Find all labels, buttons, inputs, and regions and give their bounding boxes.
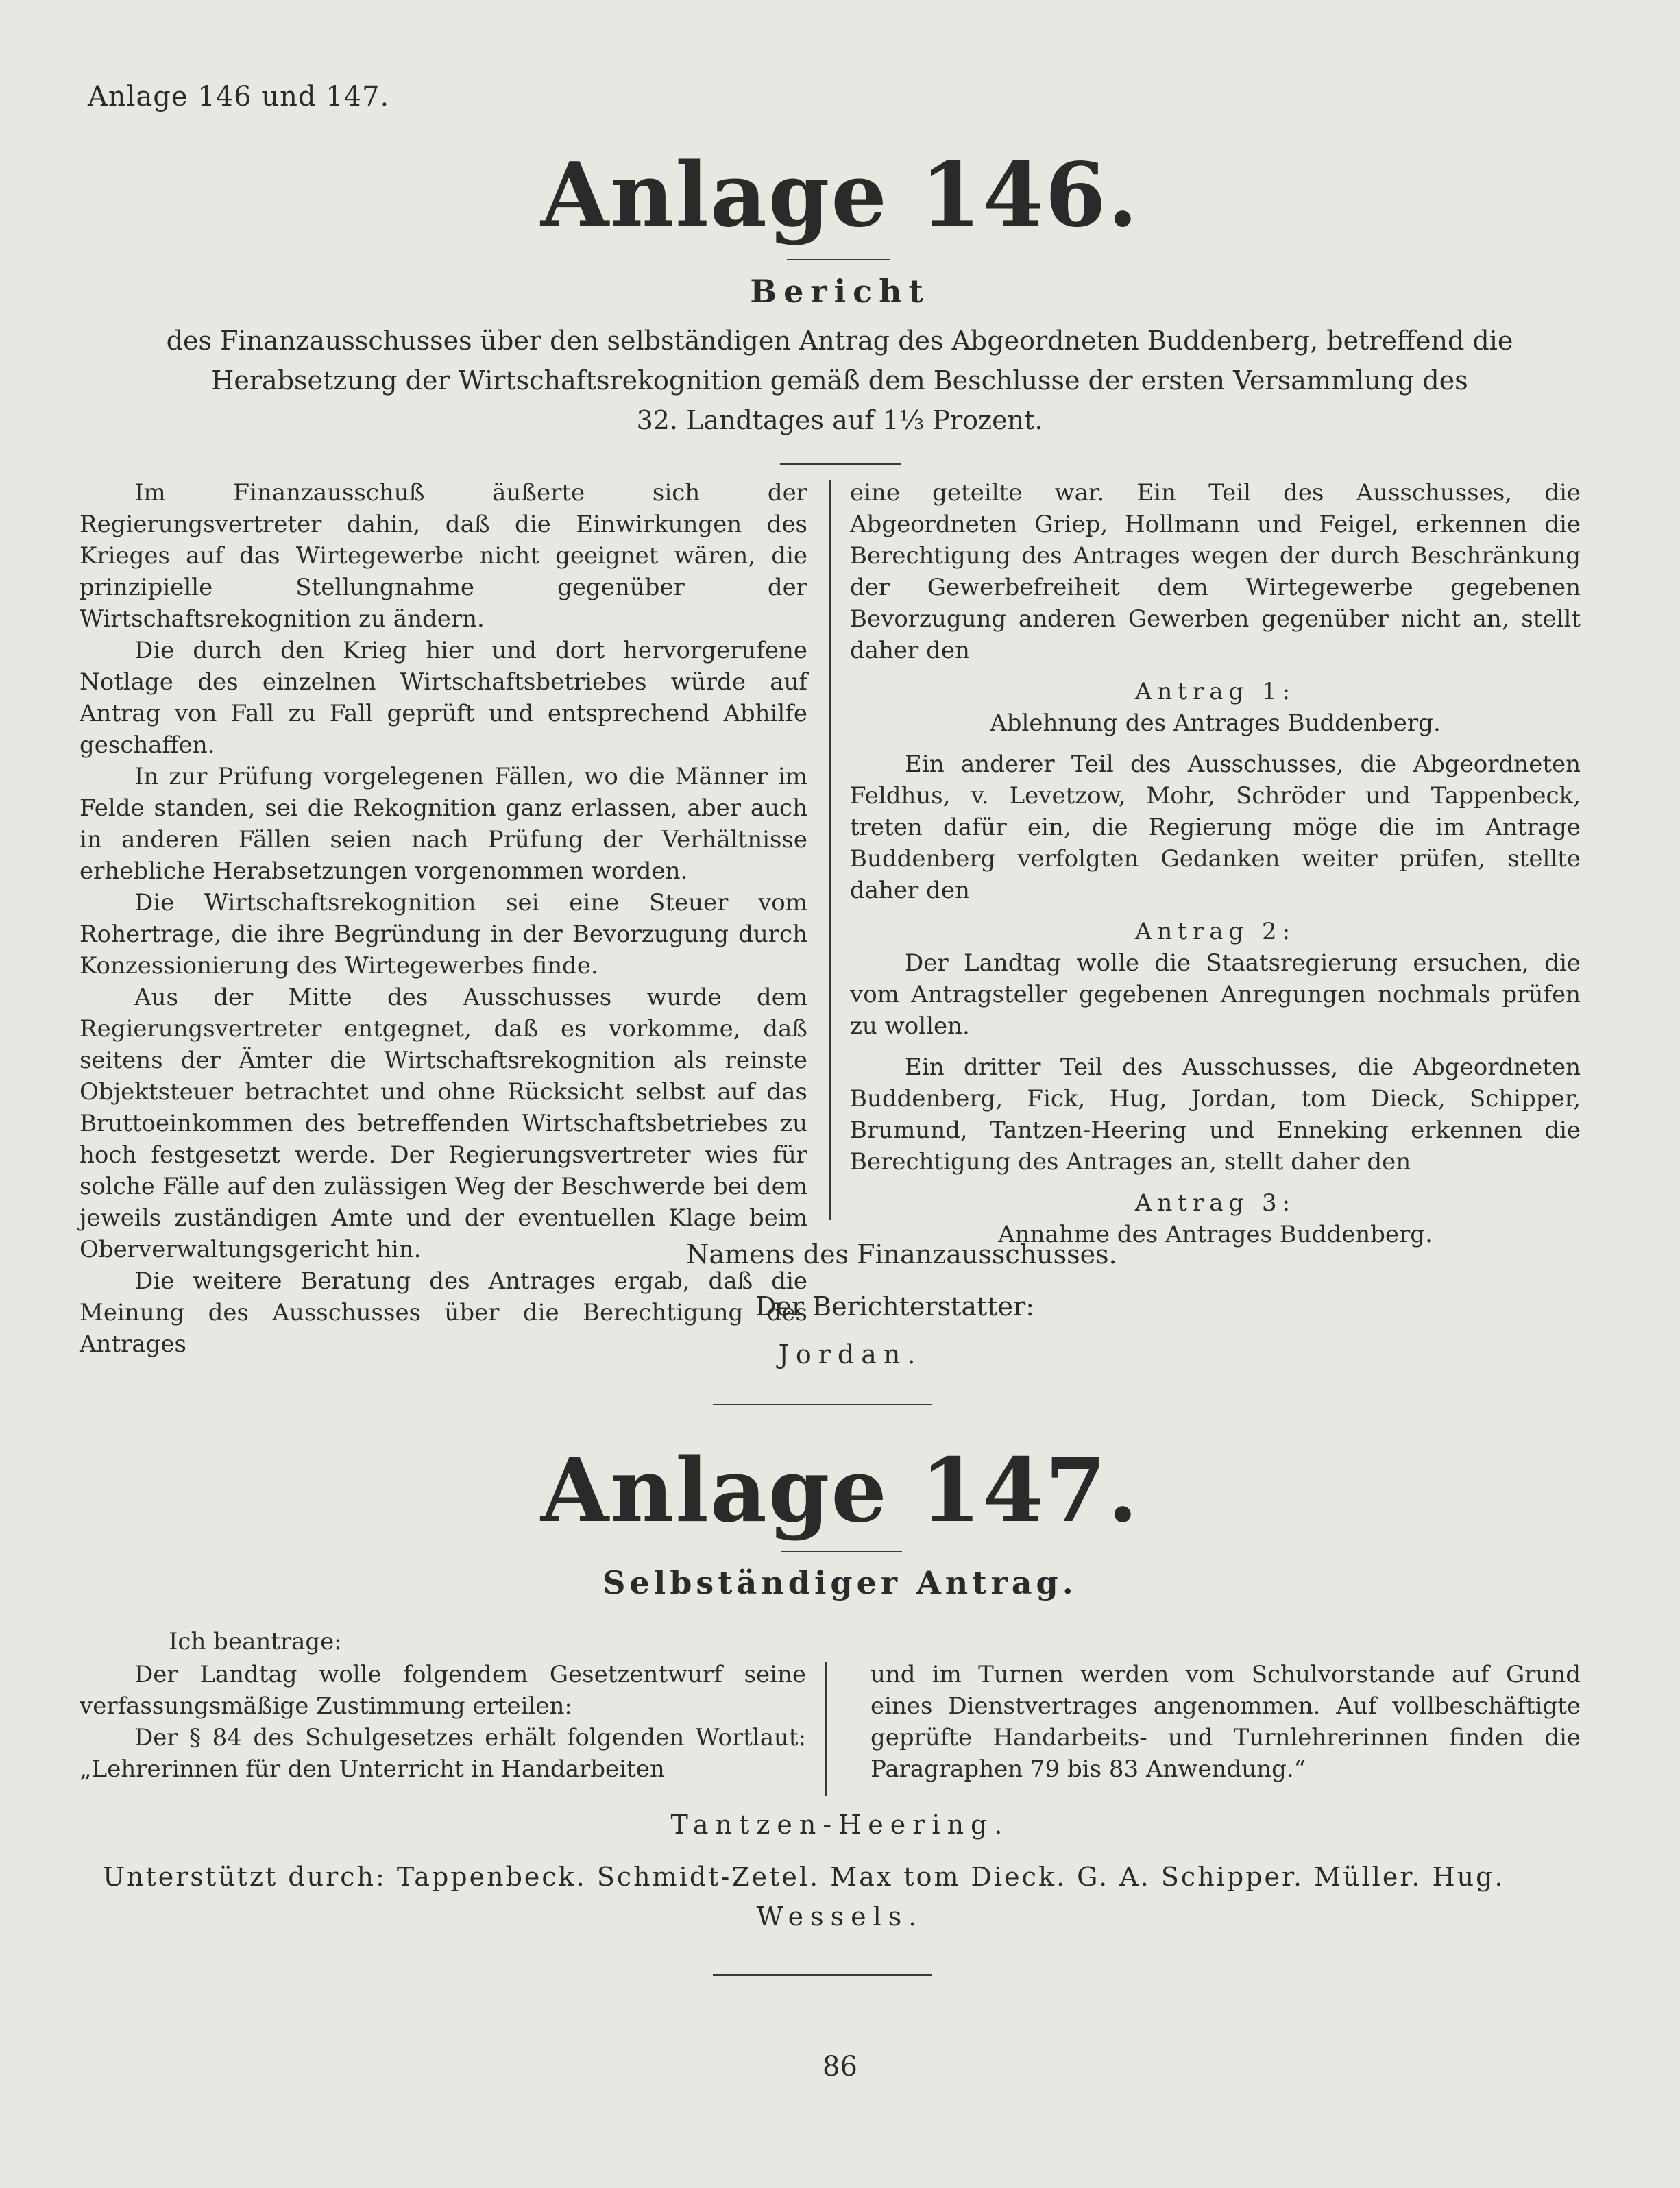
- antrag-1-text: Ablehnung des Antrages Buddenberg.: [990, 709, 1441, 737]
- paragraph: Ein anderer Teil des Ausschusses, die Abgeordneten Feldhus, v. Levetzow, Mohr, Schröder und Tappenbeck, treten dafür ein, die Regierung möge die im Antrage Buddenberg verfolgten Gedanken weiter prüfen, stellte daher den: [850, 751, 1581, 904]
- supporters-line-2: Wessels.: [756, 1901, 924, 1932]
- paragraph: und im Turnen werden vom Schulvorstande auf Grund eines Dienstvertrages angenommen. Auf vollbeschäftigte geprüfte Handarbeits- und Turnlehrerinnen finden die Paragraphen 79 bis 83 Anwendung.“: [871, 1661, 1581, 1783]
- antrag-3-heading: Antrag 3:: [1134, 1189, 1296, 1217]
- signature-name: Jordan.: [778, 1339, 923, 1370]
- antrag-3-text: Annahme des Antrages Buddenberg.: [998, 1221, 1433, 1248]
- paragraph: Die Wirtschaftsrekognition sei eine Steuer vom Rohertrage, die ihre Begründung in der Bevorzugung durch Konzessionierung des Wirtegewerbes finde.: [80, 889, 807, 980]
- heading-line: Herabsetzung der Wirtschaftsrekognition gemäß dem Beschlusse der ersten Versammlung des: [211, 365, 1468, 396]
- motion-left-column: [80, 1659, 806, 1785]
- paragraph: In zur Prüfung vorgelegenen Fällen, wo die Männer im Felde standen, sei die Rekognition ganz erlassen, aber auch in anderen Fällen seien nach Prüfung der Verhältnisse erhebliche Herabsetzungen vorgenommen worden.: [80, 763, 807, 885]
- paragraph: Die durch den Krieg hier und dort hervorgerufene Notlage des einzelnen Wirtschaftsbetriebes würde auf Antrag von Fall zu Fall geprüft und entsprechend Abhilfe geschaffen.: [80, 637, 807, 759]
- running-head: Anlage 146 und 147.: [88, 81, 390, 112]
- anlage-147-title: Anlage 147.: [540, 1439, 1140, 1542]
- paragraph: Ein dritter Teil des Ausschusses, die Abgeordneten Buddenberg, Fick, Hug, Jordan, tom Dieck, Schipper, Brumund, Tantzen-Heering und Enneking erkennen die Berechtigung des Antrages an, stellt daher den: [850, 1054, 1581, 1176]
- paragraph: Die weitere Beratung des Antrages ergab, daß die Meinung des Ausschusses über die Berechtigung des Antrages: [80, 1267, 807, 1358]
- motion-kind: Selbständiger Antrag.: [602, 1564, 1078, 1601]
- divider: [780, 463, 901, 465]
- report-heading: [123, 321, 1556, 440]
- supporters-line: Unterstützt durch: Tappenbeck. Schmidt-Zetel. Max tom Dieck. G. A. Schipper. Müller. Hug.: [103, 1862, 1505, 1892]
- antrag-2-heading: Antrag 2:: [1134, 918, 1296, 945]
- signature-committee: Namens des Finanzausschusses.: [686, 1239, 1117, 1269]
- motion-intro: Ich beantrage:: [169, 1628, 342, 1655]
- report-right-column: [850, 477, 1581, 1260]
- divider: [713, 1404, 932, 1405]
- heading-line: 32. Landtages auf 1⅓ Prozent.: [636, 405, 1043, 435]
- divider: [781, 1551, 902, 1552]
- page-number: 86: [823, 2051, 857, 2082]
- anlage-146-title: Anlage 146.: [540, 144, 1140, 247]
- paragraph: Der § 84 des Schulgesetzes erhält folgenden Wortlaut: „Lehrerinnen für den Unterricht in Handarbeiten: [80, 1724, 806, 1783]
- heading-line: des Finanzausschusses über den selbständigen Antrag des Abgeordneten Buddenberg, betreffend die: [166, 326, 1513, 356]
- signature-role: Der Berichterstatter:: [755, 1291, 1035, 1322]
- motion-signer: Tantzen-Heering.: [670, 1810, 1010, 1840]
- paragraph: Im Finanzausschuß äußerte sich der Regierungsvertreter dahin, daß die Einwirkungen des Krieges auf das Wirtegewerbe nicht geeignet wären, die prinzipielle Stellungnahme gegenüber der Wirtschaftsrekognition zu ändern.: [80, 479, 807, 633]
- divider: [787, 259, 890, 260]
- antrag-1-heading: Antrag 1:: [1134, 678, 1296, 705]
- divider: [713, 1974, 932, 1976]
- antrag-2-text: Der Landtag wolle die Staatsregierung ersuchen, die vom Antragsteller gegebenen Anregungen nochmals prüfen zu wollen.: [850, 949, 1581, 1040]
- report-left-column: [80, 477, 807, 1360]
- column-divider: [829, 480, 831, 1220]
- paragraph: Aus der Mitte des Ausschusses wurde dem Regierungsvertreter entgegnet, daß es vorkomme, daß seitens der Ämter die Wirtschaftsrekognition als reinste Objektsteuer betrachtet und ohne Rücksicht selbst auf das Bruttoeinkommen des betreffenden Wirtschaftsbetriebes zu hoch festgesetzt werde. Der Regierungsvertreter wies für solche Fälle auf den zulässigen Weg der Beschwerde bei dem jeweils zuständigen Amte und der eventuellen Klage beim Oberverwaltungsgericht hin.: [80, 984, 807, 1263]
- paragraph: eine geteilte war. Ein Teil des Ausschusses, die Abgeordneten Griep, Hollmann und Feigel, erkennen die Berechtigung des Antrages wegen der durch Beschränkung der Gewerbefreiheit dem Wirtegewerbe gegebenen Bevorzugung anderen Gewerben gegenüber nicht an, stellt daher den: [850, 479, 1581, 664]
- report-kind: Bericht: [750, 273, 930, 310]
- motion-right-column: [871, 1659, 1581, 1785]
- paragraph: Der Landtag wolle folgendem Gesetzentwurf seine verfassungsmäßige Zustimmung erteilen:: [80, 1661, 806, 1720]
- column-divider: [825, 1662, 827, 1796]
